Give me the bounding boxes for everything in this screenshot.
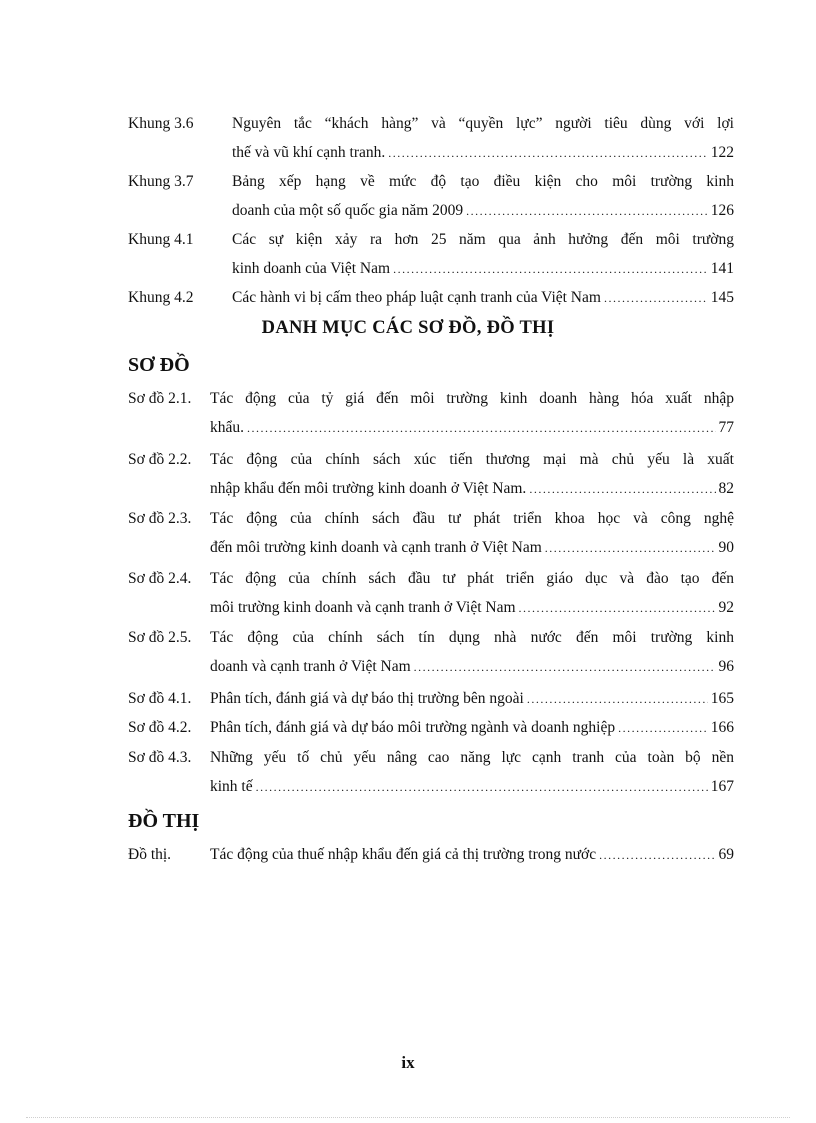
entry-label: Sơ đồ 2.4. bbox=[128, 570, 192, 587]
dot-leader bbox=[393, 255, 708, 284]
entry-title-end: đến môi trường kinh doanh và cạnh tranh ở Việt Nam bbox=[210, 538, 542, 556]
entry-page-number: 145 bbox=[710, 289, 734, 306]
entry-title-end: kinh tế bbox=[210, 777, 253, 795]
entry-label: Đồ thị. bbox=[128, 846, 172, 863]
entry-title-line: Tác động của chính sách tín dụng nhà nước đến môi trường kinh bbox=[210, 629, 734, 646]
entry-label: Sơ đồ 4.2. bbox=[128, 719, 192, 736]
entry-page-number: 69 bbox=[718, 846, 734, 863]
toc-entry-khung-4-1 bbox=[128, 226, 734, 283]
entry-label: Khung 3.6 bbox=[128, 115, 194, 132]
toc-entry-so-do-2-5 bbox=[128, 624, 734, 681]
entry-label: Khung 4.1 bbox=[128, 231, 194, 248]
entry-title-end: Tác động của thuế nhập khẩu đến giá cả thị trường trong nước bbox=[210, 846, 597, 863]
entry-label: Khung 4.2 bbox=[128, 289, 194, 306]
entry-title-line: Tác động của tỷ giá đến môi trường kinh doanh hàng hóa xuất nhập bbox=[210, 390, 734, 407]
dot-leader bbox=[618, 714, 708, 743]
toc-entry-do-thi bbox=[128, 841, 734, 870]
toc-entry-so-do-2-3 bbox=[128, 505, 734, 562]
entry-label: Sơ đồ 4.1. bbox=[128, 690, 192, 707]
entry-title-end: khẩu. bbox=[210, 418, 245, 436]
toc-entry-so-do-4-1 bbox=[128, 685, 734, 714]
dot-leader bbox=[519, 594, 716, 623]
entry-label: Sơ đồ 4.3. bbox=[128, 749, 192, 766]
entry-label: Sơ đồ 2.5. bbox=[128, 629, 192, 646]
entry-page-number: 166 bbox=[710, 719, 734, 736]
entry-page-number: 165 bbox=[710, 690, 734, 707]
toc-entry-so-do-2-4 bbox=[128, 565, 734, 622]
entry-title-line: Tác động của chính sách đầu tư phát triển giáo dục và đào tạo đến bbox=[210, 570, 734, 587]
entry-title-end: môi trường kinh doanh và cạnh tranh ở Việt Nam bbox=[210, 598, 516, 616]
entry-label: Sơ đồ 2.3. bbox=[128, 510, 192, 527]
dot-leader bbox=[466, 197, 708, 226]
entry-page-number: 96 bbox=[718, 657, 734, 675]
entry-title-end: Các hành vi bị cấm theo pháp luật cạnh tranh của Việt Nam bbox=[232, 289, 601, 306]
dot-leader bbox=[256, 773, 708, 802]
dot-leader bbox=[527, 685, 708, 714]
main-heading: DANH MỤC CÁC SƠ ĐỒ, ĐỒ THỊ bbox=[261, 318, 555, 338]
bottom-divider bbox=[26, 1117, 790, 1118]
entry-page-number: 90 bbox=[718, 538, 734, 556]
entry-title-line: Tác động của chính sách đầu tư phát triển khoa học và công nghệ bbox=[210, 510, 734, 527]
dot-leader bbox=[529, 475, 715, 504]
entry-title-end: nhập khẩu đến môi trường kinh doanh ở Việt Nam. bbox=[210, 479, 527, 497]
entry-title-end: kinh doanh của Việt Nam bbox=[232, 259, 391, 277]
entry-page-number: 167 bbox=[710, 777, 734, 795]
toc-entry-so-do-2-2 bbox=[128, 446, 734, 503]
toc-entry-so-do-4-2 bbox=[128, 714, 734, 743]
dot-leader bbox=[414, 653, 716, 682]
entry-title-end: doanh của một số quốc gia năm 2009 bbox=[232, 201, 464, 219]
entry-page-number: 141 bbox=[710, 259, 734, 277]
section-heading-so-do: SƠ ĐỒ bbox=[128, 354, 190, 376]
entry-title-line: Các sự kiện xảy ra hơn 25 năm qua ảnh hưởng đến môi trường bbox=[232, 231, 734, 248]
toc-entry-khung-3-7 bbox=[128, 168, 734, 225]
entry-title-line: Những yếu tố chủ yếu nâng cao năng lực cạnh tranh của toàn bộ nền bbox=[210, 749, 734, 766]
toc-entry-khung-3-6 bbox=[128, 110, 734, 167]
entry-page-number: 92 bbox=[718, 598, 734, 616]
toc-entry-khung-4-2 bbox=[128, 284, 734, 313]
entry-label: Sơ đồ 2.2. bbox=[128, 451, 192, 468]
entry-title-line: Tác động của chính sách xúc tiến thương mại mà chủ yếu là xuất bbox=[210, 451, 734, 468]
entry-title-line: Bảng xếp hạng về mức độ tạo điều kiện cho môi trường kinh bbox=[232, 173, 734, 190]
entry-label: Khung 3.7 bbox=[128, 173, 194, 190]
toc-entry-so-do-4-3 bbox=[128, 744, 734, 801]
dot-leader bbox=[604, 284, 708, 313]
entry-title-end: Phân tích, đánh giá và dự báo môi trường ngành và doanh nghiệp bbox=[210, 719, 616, 736]
entry-title-end: thế và vũ khí cạnh tranh. bbox=[232, 143, 386, 161]
dot-leader bbox=[599, 841, 715, 870]
entry-page-number: 82 bbox=[718, 479, 734, 497]
entry-page-number: 126 bbox=[710, 201, 734, 219]
entry-page-number: 122 bbox=[710, 143, 734, 161]
entry-label: Sơ đồ 2.1. bbox=[128, 390, 192, 407]
entry-title-end: doanh và cạnh tranh ở Việt Nam bbox=[210, 657, 411, 675]
entry-title-line: Nguyên tắc “khách hàng” và “quyền lực” người tiêu dùng với lợi bbox=[232, 115, 734, 132]
dot-leader bbox=[388, 139, 708, 168]
section-heading-do-thi: ĐỒ THỊ bbox=[128, 810, 200, 832]
toc-entry-so-do-2-1 bbox=[128, 385, 734, 442]
entry-title-end: Phân tích, đánh giá và dự báo thị trường bên ngoài bbox=[210, 690, 524, 707]
dot-leader bbox=[545, 534, 716, 563]
dot-leader bbox=[247, 414, 715, 443]
entry-page-number: 77 bbox=[718, 418, 734, 436]
page-number-footer: ix bbox=[401, 1053, 415, 1072]
